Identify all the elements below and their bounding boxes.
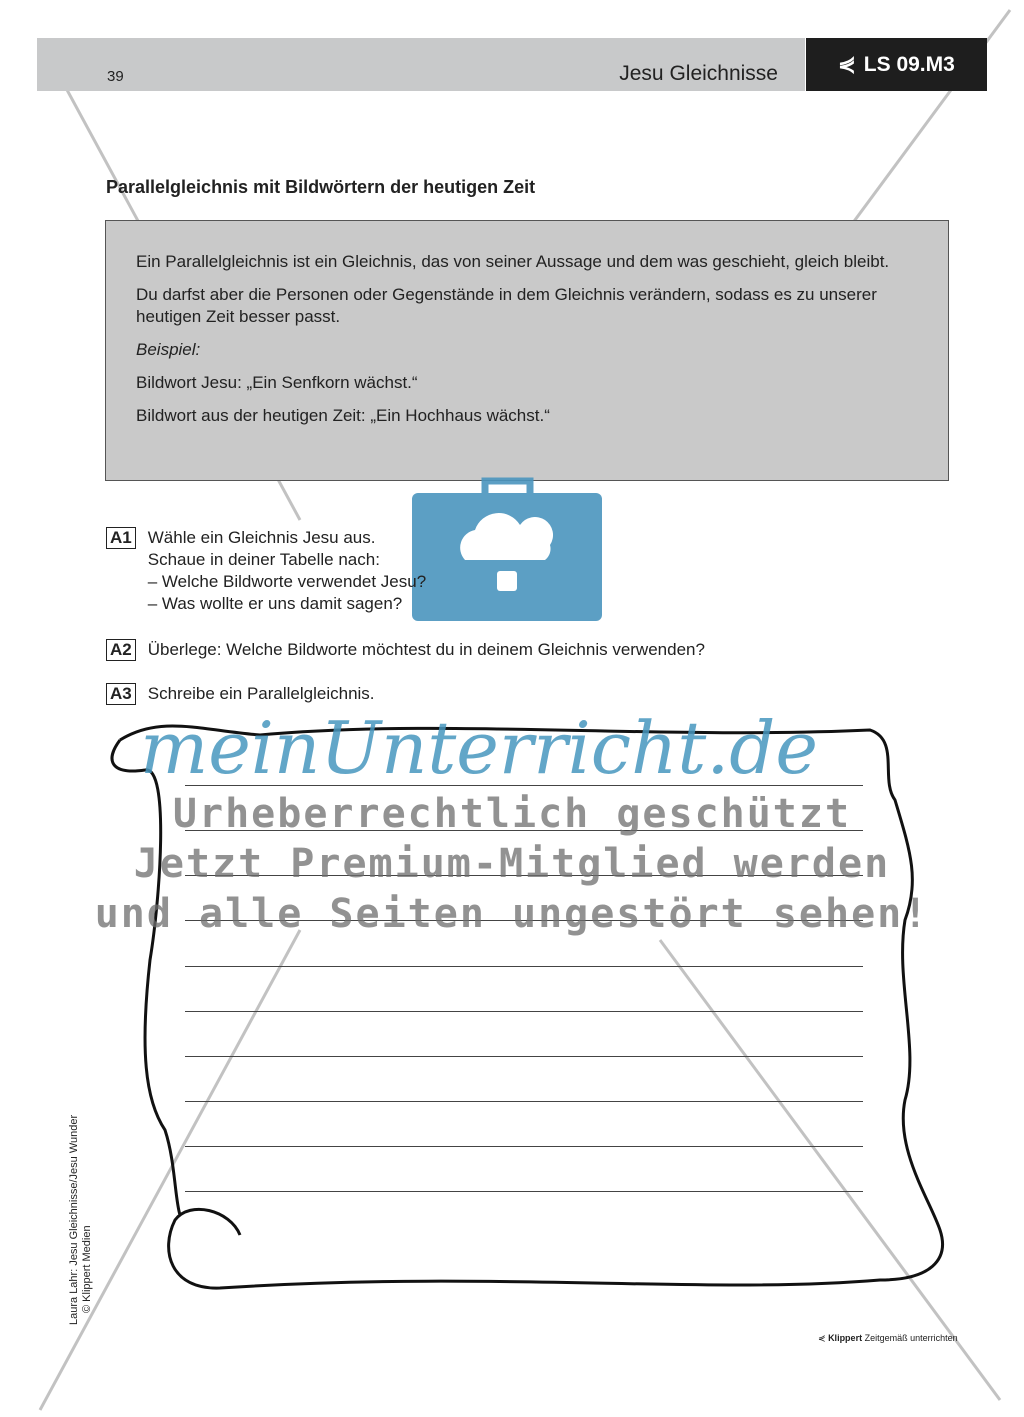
header-title: Jesu Gleichnisse [619, 62, 778, 85]
watermark-line: Jetzt Premium-Mitglied werden [133, 841, 891, 887]
lesson-code: ⋞ LS 09.M3 [806, 38, 987, 91]
writing-line[interactable] [185, 1101, 863, 1102]
watermark-line: Urheberrechtlich geschützt [172, 791, 852, 837]
task-label: A1 [106, 527, 136, 549]
klippert-logo-icon: ⋞ [818, 1333, 826, 1343]
writing-line[interactable] [185, 1056, 863, 1057]
task-label: A3 [106, 683, 136, 705]
footer-brand [818, 1333, 958, 1344]
page-number: 39 [107, 68, 124, 85]
watermark-line: und alle Seiten ungestört sehen! [94, 891, 930, 937]
info-paragraph: Du darfst aber die Personen oder Gegenstände in dem Gleichnis verändern, sodass es zu unserer heutigen Zeit besser passt. [136, 285, 877, 326]
task-text: Wähle ein Gleichnis Jesu aus. [147, 528, 376, 547]
example-line: Bildwort aus der heutigen Zeit: „Ein Hochhaus wächst.“ [136, 406, 550, 425]
task-bullet: – Was wollte er uns damit sagen? [147, 594, 403, 613]
writing-line[interactable] [185, 1191, 863, 1192]
copyright-line: © Klippert Medien [81, 1225, 93, 1313]
page-heading: Parallelgleichnis mit Bildwörtern der heutigen Zeit [106, 177, 536, 197]
example-label: Beispiel: [136, 340, 201, 359]
writing-line[interactable] [185, 1146, 863, 1147]
task-text: Schreibe ein Parallelgleichnis. [147, 684, 375, 703]
writing-line[interactable] [185, 1011, 863, 1012]
watermark-brand: meinUnterricht.de [140, 706, 818, 790]
copyright-note [68, 1115, 94, 1325]
example-line: Bildwort Jesu: „Ein Senfkorn wächst.“ [136, 373, 418, 392]
footer-brand-name: Klippert [828, 1333, 863, 1343]
footer-tagline: Zeitgemäß unterrichten [864, 1333, 958, 1343]
writing-line[interactable] [185, 966, 863, 967]
task-bullet: – Welche Bildworte verwendet Jesu? [147, 572, 427, 591]
task-label: A2 [106, 639, 136, 661]
klippert-logo-icon: ⋞ [838, 53, 856, 76]
task-text: Überlege: Welche Bildworte möchtest du in deinem Gleichnis verwenden? [147, 640, 705, 659]
copyright-line: Laura Lahr: Jesu Gleichnisse/Jesu Wunder [68, 1114, 80, 1325]
info-paragraph: Ein Parallelgleichnis ist ein Gleichnis, das von seiner Aussage und dem was geschieht, gleich bleibt. [136, 252, 890, 271]
task-text: Schaue in deiner Tabelle nach: [147, 550, 380, 569]
